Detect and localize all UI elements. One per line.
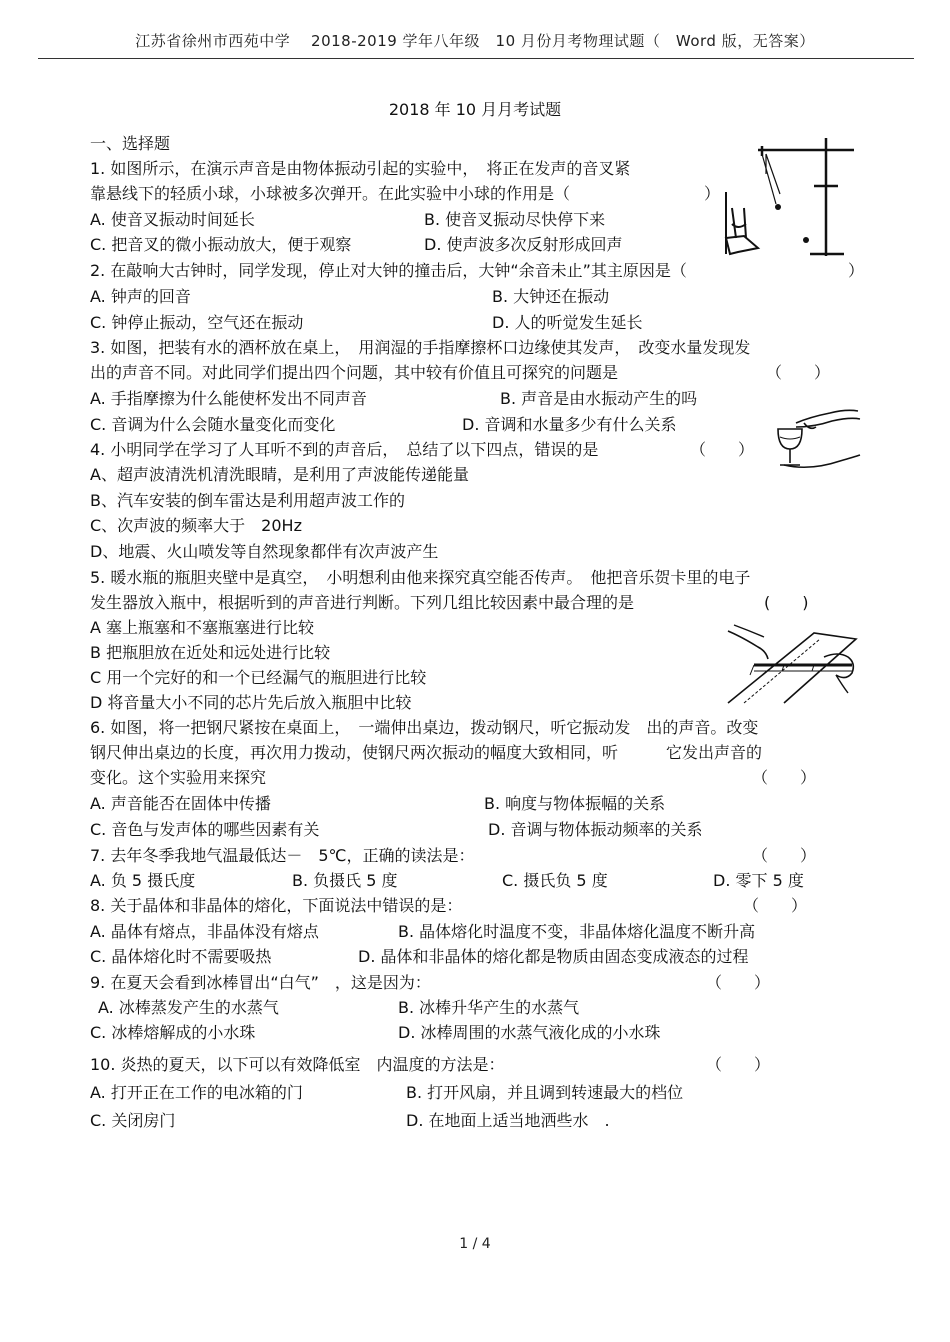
question-9-option-b: B. 冰棒升华产生的水蒸气 <box>398 998 580 1017</box>
question-10-line-1: 10. 炎热的夏天，以下可以有效降低室 内温度的方法是： <box>90 1055 505 1074</box>
question-6-option-b: B. 响度与物体振幅的关系 <box>484 794 666 813</box>
steel-ruler-table-figure <box>724 623 860 705</box>
question-1-line-2: 靠悬线下的轻质小球，小球被多次弹开。在此实验中小球的作用是（ <box>90 184 571 203</box>
question-2-option-d: D. 人的听觉发生延长 <box>492 313 643 332</box>
question-5-answer-bracket: ( ) <box>764 593 809 612</box>
question-2-line-1: 2. 在敲响大古钟时，同学发现，停止对大钟的撞击后，大钟“余音未止”其主原因是（ <box>90 261 687 280</box>
question-4-option-b: B、汽车安装的倒车雷达是利用超声波工作的 <box>90 491 405 510</box>
question-5-option-a: A 塞上瓶塞和不塞瓶塞进行比较 <box>90 618 315 637</box>
question-7-answer-bracket: （ ） <box>752 846 817 865</box>
question-4-line-1: 4. 小明同学在学习了人耳听不到的声音后， 总结了以下四点，错误的是 <box>90 440 599 459</box>
question-8-option-a: A. 晶体有熔点，非晶体没有熔点 <box>90 922 319 941</box>
section-heading: 一、选择题 <box>90 134 171 153</box>
question-7-option-d: D. 零下 5 度 <box>713 871 804 890</box>
header-divider <box>38 58 914 59</box>
question-4-answer-bracket: （ ） <box>690 440 755 459</box>
question-4-option-d: D、地震、火山喷发等自然现象都伴有次声波产生 <box>90 542 439 561</box>
question-1-option-b: B. 使音叉振动尽快停下来 <box>424 210 606 229</box>
question-9-option-d: D. 冰棒周围的水蒸气液化成的小水珠 <box>398 1023 661 1042</box>
question-8-option-c: C. 晶体熔化时不需要吸热 <box>90 947 272 966</box>
question-8-answer-bracket: （ ） <box>743 896 808 915</box>
question-3-option-c: C. 音调为什么会随水量变化而变化 <box>90 415 336 434</box>
question-7-line-1: 7. 去年冬季我地气温最低达－ 5℃，正确的读法是： <box>90 846 475 865</box>
question-10-answer-bracket: （ ） <box>706 1055 771 1074</box>
question-9-answer-bracket: （ ） <box>706 973 771 992</box>
question-9-option-c: C. 冰棒熔解成的小水珠 <box>90 1023 256 1042</box>
question-7-option-a: A. 负 5 摄氏度 <box>90 871 196 890</box>
question-5-line-1: 5. 暖水瓶的瓶胆夹壁中是真空， 小明想利由他来探究真空能否传声。 他把音乐贺卡里的电子 <box>90 568 751 587</box>
question-3-line-2: 出的声音不同。对此同学们提出四个问题，其中较有价值且可探究的问题是 <box>90 363 619 382</box>
question-9-option-a: A. 冰棒蒸发产生的水蒸气 <box>98 998 279 1017</box>
question-4-option-c: C、次声波的频率大于 20Hz <box>90 516 302 535</box>
question-8-line-1: 8. 关于晶体和非晶体的熔化，下面说法中错误的是： <box>90 896 463 915</box>
question-7-option-c: C. 摄氏负 5 度 <box>502 871 608 890</box>
question-2-option-a: A. 钟声的回音 <box>90 287 191 306</box>
page-number: 1 / 4 <box>459 1236 491 1252</box>
question-6-line-3: 变化。这个实验用来探究 <box>90 768 267 787</box>
question-1-line-1: 1. 如图所示，在演示声音是由物体振动引起的实验中， 将正在发声的音叉紧 <box>90 159 631 178</box>
question-2-option-c: C. 钟停止振动，空气还在振动 <box>90 313 304 332</box>
question-3-option-a: A. 手指摩擦为什么能使杯发出不同声音 <box>90 389 367 408</box>
question-1-option-a: A. 使音叉振动时间延长 <box>90 210 255 229</box>
question-8-option-d: D. 晶体和非晶体的熔化都是物质由固态变成液态的过程 <box>358 947 749 966</box>
wine-glass-finger-figure <box>770 405 862 475</box>
question-5-option-d: D 将音量大小不同的芯片先后放入瓶胆中比较 <box>90 693 412 712</box>
question-6-answer-bracket: （ ） <box>752 768 817 787</box>
question-10-option-a: A. 打开正在工作的电冰箱的门 <box>90 1083 303 1102</box>
question-6-line-1: 6. 如图，将一把钢尺紧按在桌面上， 一端伸出桌边，拨动钢尺，听它振动发 出的声音。改变 <box>90 718 759 737</box>
question-6-line-2: 钢尺伸出桌边的长度，再次用力拨动，使钢尺两次振动的幅度大致相同，听 它发出声音的 <box>90 743 763 762</box>
page-title: 2018 年 10 月月考试题 <box>388 100 562 119</box>
question-5-option-c: C 用一个完好的和一个已经漏气的瓶胆进行比较 <box>90 668 427 687</box>
question-9-line-1: 9. 在夏天会看到冰棒冒出“白气” ，这是因为： <box>90 973 431 992</box>
question-3-option-d: D. 音调和水量多少有什么关系 <box>462 415 677 434</box>
question-10-option-b: B. 打开风扇，并且调到转速最大的档位 <box>406 1083 684 1102</box>
question-4-option-a: A、超声波清洗机清洗眼睛，是利用了声波能传递能量 <box>90 465 469 484</box>
question-1-option-d: D. 使声波多次反射形成回声 <box>424 235 623 254</box>
document-header: 江苏省徐州市西苑中学 2018-2019 学年八年级 10 月份月考物理试题（ Word 版，无答案） <box>135 32 815 50</box>
question-5-line-2: 发生器放入瓶中，根据听到的声音进行判断。下列几组比较因素中最合理的是 <box>90 593 635 612</box>
question-1-answer-bracket: ） <box>704 184 721 203</box>
question-1-option-c: C. 把音叉的微小振动放大，便于观察 <box>90 235 352 254</box>
question-10-option-d: D. 在地面上适当地洒些水 . <box>406 1111 610 1130</box>
question-3-answer-bracket: （ ） <box>766 363 831 382</box>
question-3-option-b: B. 声音是由水振动产生的吗 <box>500 389 698 408</box>
tuning-fork-apparatus-figure <box>718 134 858 264</box>
question-5-option-b: B 把瓶胆放在近处和远处进行比较 <box>90 643 331 662</box>
question-6-option-c: C. 音色与发声体的哪些因素有关 <box>90 820 320 839</box>
question-2-answer-bracket: ） <box>848 261 865 280</box>
question-3-line-1: 3. 如图，把装有水的酒杯放在桌上， 用润湿的手指摩擦杯口边缘使其发声， 改变水量发现发 <box>90 338 751 357</box>
question-6-option-d: D. 音调与物体振动频率的关系 <box>488 820 703 839</box>
question-10-option-c: C. 关闭房门 <box>90 1111 176 1130</box>
question-2-option-b: B. 大钟还在振动 <box>492 287 610 306</box>
question-7-option-b: B. 负摄氏 5 度 <box>292 871 398 890</box>
question-8-option-b: B. 晶体熔化时温度不变，非晶体熔化温度不断升高 <box>398 922 756 941</box>
question-6-option-a: A. 声音能否在固体中传播 <box>90 794 271 813</box>
